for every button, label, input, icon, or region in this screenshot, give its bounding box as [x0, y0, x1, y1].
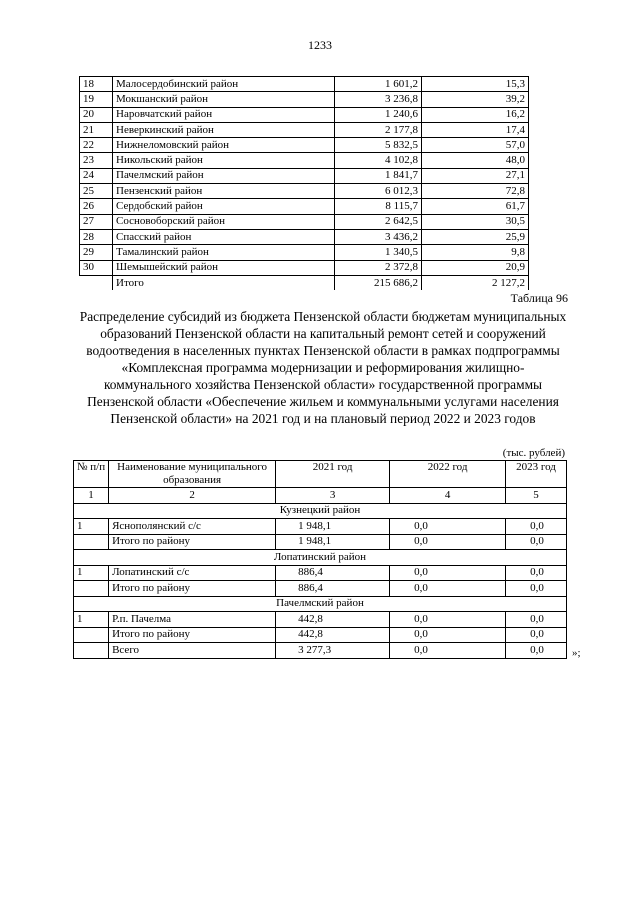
- district-name: Тамалинский район: [113, 245, 335, 260]
- table-row: [80, 245, 529, 260]
- colnum-1: 1: [74, 488, 109, 504]
- subtotal-2023: 0,0: [506, 627, 567, 643]
- header-2022: 2022 год: [390, 461, 506, 488]
- row-number: 27: [80, 214, 113, 229]
- value-1: 2 177,8: [335, 122, 422, 137]
- row-number: 19: [80, 92, 113, 107]
- value-1: 1 340,5: [335, 245, 422, 260]
- column-number-row: [74, 488, 567, 504]
- value-2: 27,1: [422, 168, 529, 183]
- value-2: 16,2: [422, 107, 529, 122]
- section-title: Пачелмский район: [74, 596, 567, 612]
- table-row: [80, 122, 529, 137]
- header-name: Наименование муниципального образования: [109, 461, 276, 488]
- value-1: 4 102,8: [335, 153, 422, 168]
- value-1: 1 841,7: [335, 168, 422, 183]
- value-2023: 0,0: [506, 612, 567, 628]
- subtotal-label: Итого по району: [109, 581, 276, 597]
- district-name: Пензенский район: [113, 184, 335, 199]
- row-number: 26: [80, 199, 113, 214]
- municipality-name: Р.п. Пачелма: [109, 612, 276, 628]
- total-value-2: 2 127,2: [422, 275, 529, 290]
- table-row: [80, 214, 529, 229]
- value-2: 48,0: [422, 153, 529, 168]
- district-name: Нижнеломовский район: [113, 138, 335, 153]
- value-2: 17,4: [422, 122, 529, 137]
- subtotal-2022: 0,0: [390, 627, 506, 643]
- empty-cell: [80, 275, 113, 290]
- value-2021: 442,8: [276, 612, 390, 628]
- row-number: 29: [80, 245, 113, 260]
- grand-total-label: Всего: [109, 643, 276, 659]
- value-2023: 0,0: [506, 565, 567, 581]
- district-name: Никольский район: [113, 153, 335, 168]
- grand-total-row: [74, 643, 567, 659]
- value-2: 61,7: [422, 199, 529, 214]
- empty-cell: [74, 534, 109, 550]
- table-row: [74, 565, 567, 581]
- empty-cell: [74, 643, 109, 659]
- value-2: 25,9: [422, 229, 529, 244]
- table-row: [80, 229, 529, 244]
- district-name: Спасский район: [113, 229, 335, 244]
- closing-mark: »;: [572, 647, 581, 659]
- value-2: 9,8: [422, 245, 529, 260]
- header-num: № п/п: [74, 461, 109, 488]
- value-1: 1 240,6: [335, 107, 422, 122]
- value-1: 2 372,8: [335, 260, 422, 275]
- value-1: 3 436,2: [335, 229, 422, 244]
- value-2: 57,0: [422, 138, 529, 153]
- district-name: Малосердобинский район: [113, 77, 335, 92]
- section-header-row: [74, 550, 567, 566]
- empty-cell: [74, 627, 109, 643]
- subtotal-row: [74, 627, 567, 643]
- value-1: 2 642,5: [335, 214, 422, 229]
- section-header-row: [74, 596, 567, 612]
- subtotal-label: Итого по району: [109, 534, 276, 550]
- row-number: 20: [80, 107, 113, 122]
- district-name: Наровчатский район: [113, 107, 335, 122]
- section-title: Лопатинский район: [74, 550, 567, 566]
- districts-table: [79, 76, 529, 290]
- table-row: [74, 519, 567, 535]
- total-value-1: 215 686,2: [335, 275, 422, 290]
- district-name: Неверкинский район: [113, 122, 335, 137]
- value-1: 3 236,8: [335, 92, 422, 107]
- colnum-2: 2: [109, 488, 276, 504]
- grand-total-2021: 3 277,3: [276, 643, 390, 659]
- row-number: 25: [80, 184, 113, 199]
- row-number: 28: [80, 229, 113, 244]
- value-1: 6 012,3: [335, 184, 422, 199]
- value-2022: 0,0: [390, 519, 506, 535]
- colnum-4: 4: [390, 488, 506, 504]
- section-header-row: [74, 503, 567, 519]
- header-2023: 2023 год: [506, 461, 567, 488]
- subsidy-table: [73, 460, 567, 659]
- row-number: 18: [80, 77, 113, 92]
- table-row: [80, 184, 529, 199]
- district-name: Мокшанский район: [113, 92, 335, 107]
- section-title: Кузнецкий район: [74, 503, 567, 519]
- table-title: Распределение субсидий из бюджета Пензенской области бюджетам муниципальных образований Пензенской области на капитальный ремонт сетей и сооружений водоотведения в населенных пунктах Пензенской области в рамках подпрограммы «Комплексная программа модернизации и реформирования жилищно-коммунального хозяйства Пензенской области» государственной программы Пензенской области «Обеспечение жильем и коммунальными услугами населения Пензенской области» на 2021 год и на плановый период 2022 и 2023 годов: [79, 309, 567, 426]
- district-name: Шемышейский район: [113, 260, 335, 275]
- row-number: 1: [74, 519, 109, 535]
- subtotal-2023: 0,0: [506, 534, 567, 550]
- value-1: 1 601,2: [335, 77, 422, 92]
- value-2022: 0,0: [390, 565, 506, 581]
- subtotal-2021: 442,8: [276, 627, 390, 643]
- value-2021: 1 948,1: [276, 519, 390, 535]
- row-number: 22: [80, 138, 113, 153]
- grand-total-2023: 0,0: [506, 643, 567, 659]
- subtotal-2023: 0,0: [506, 581, 567, 597]
- total-label: Итого: [113, 275, 335, 290]
- value-2021: 886,4: [276, 565, 390, 581]
- subtotal-2021: 1 948,1: [276, 534, 390, 550]
- colnum-3: 3: [276, 488, 390, 504]
- grand-total-2022: 0,0: [390, 643, 506, 659]
- table-row: [80, 92, 529, 107]
- table-row: [80, 199, 529, 214]
- table-row: [80, 260, 529, 275]
- subtotal-2022: 0,0: [390, 581, 506, 597]
- subtotal-row: [74, 581, 567, 597]
- row-number: 23: [80, 153, 113, 168]
- district-name: Сердобский район: [113, 199, 335, 214]
- subtotal-2022: 0,0: [390, 534, 506, 550]
- page-number: 1233: [308, 38, 332, 52]
- value-2: 20,9: [422, 260, 529, 275]
- table-row: [74, 612, 567, 628]
- table-row: [80, 138, 529, 153]
- value-1: 8 115,7: [335, 199, 422, 214]
- table-row: [80, 153, 529, 168]
- row-number: 1: [74, 565, 109, 581]
- subtotal-2021: 886,4: [276, 581, 390, 597]
- value-2: 39,2: [422, 92, 529, 107]
- table-row: [80, 107, 529, 122]
- row-number: 1: [74, 612, 109, 628]
- value-1: 5 832,5: [335, 138, 422, 153]
- header-row: [74, 461, 567, 488]
- value-2: 15,3: [422, 77, 529, 92]
- table-caption: Таблица 96: [510, 291, 568, 305]
- total-row: [80, 275, 529, 290]
- header-2021: 2021 год: [276, 461, 390, 488]
- municipality-name: Лопатинский с/с: [109, 565, 276, 581]
- colnum-5: 5: [506, 488, 567, 504]
- row-number: 24: [80, 168, 113, 183]
- row-number: 30: [80, 260, 113, 275]
- subtotal-label: Итого по району: [109, 627, 276, 643]
- value-2: 30,5: [422, 214, 529, 229]
- row-number: 21: [80, 122, 113, 137]
- units-label: (тыс. рублей): [502, 447, 565, 459]
- district-name: Сосновоборский район: [113, 214, 335, 229]
- subtotal-row: [74, 534, 567, 550]
- empty-cell: [74, 581, 109, 597]
- district-name: Пачелмский район: [113, 168, 335, 183]
- table-row: [80, 77, 529, 92]
- value-2023: 0,0: [506, 519, 567, 535]
- municipality-name: Яснополянский с/с: [109, 519, 276, 535]
- value-2: 72,8: [422, 184, 529, 199]
- value-2022: 0,0: [390, 612, 506, 628]
- table-row: [80, 168, 529, 183]
